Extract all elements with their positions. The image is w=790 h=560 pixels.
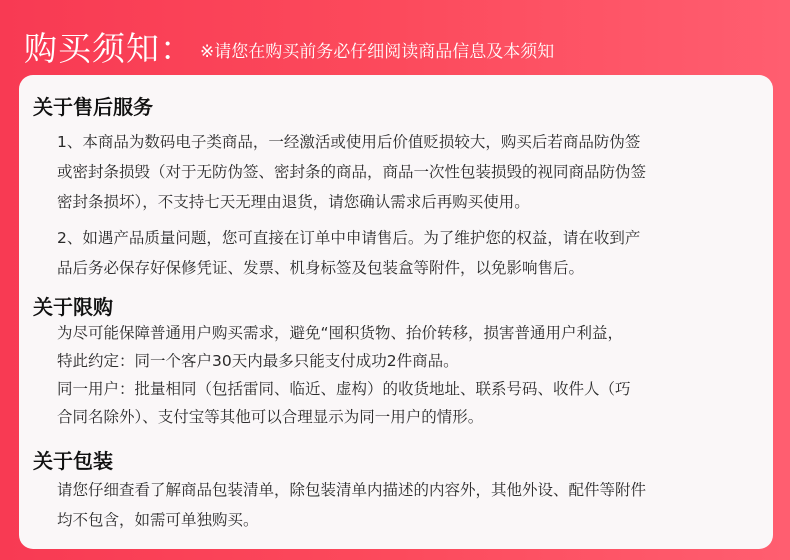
purchase-limit-paragraph (57, 319, 757, 431)
page-header (24, 22, 554, 70)
text-line: 品后务必保存好保修凭证、发票、机身标签及包装盒等附件，以免影响售后。 (57, 259, 585, 277)
section-title-packaging: 关于包装 (33, 449, 113, 473)
section-title-purchase-limit: 关于限购 (33, 295, 113, 319)
text-line: 密封条损坏），不支持七天无理由退货，请您确认需求后再购买使用。 (57, 193, 530, 211)
text-line: 同一用户：批量相同（包括雷同、临近、虚构）的收货地址、联系号码、收件人（巧 (57, 380, 631, 398)
page-title: 购买须知： (24, 28, 194, 68)
after-sales-paragraph-1 (57, 127, 757, 217)
page-notice: ※请您在购买前务必仔细阅读商品信息及本须知 (200, 41, 555, 62)
notice-card (19, 75, 773, 549)
after-sales-paragraph-2 (57, 223, 757, 283)
text-line: 2、如遇产品质量问题，您可直接在订单中申请售后。为了维护您的权益，请在收到产 (57, 229, 641, 247)
text-line: 合同名除外）、支付宝等其他可以合理显示为同一用户的情形。 (57, 408, 484, 426)
text-line: 请您仔细查看了解商品包装清单，除包装清单内描述的内容外，其他外设、配件等附件 (57, 481, 647, 499)
text-line: 特此约定：同一个客户30天内最多只能支付成功2件商品。 (57, 352, 459, 370)
text-line: 或密封条损毁（对于无防伪签、密封条的商品，商品一次性包装损毁的视同商品防伪签 (57, 163, 647, 181)
text-line: 为尽可能保障普通用户购买需求，避免“囤积货物、抬价转移，损害普通用户利益， (57, 324, 624, 342)
section-title-after-sales: 关于售后服务 (33, 95, 153, 119)
text-line: 均不包含，如需可单独购买。 (57, 511, 259, 529)
text-line: 1、本商品为数码电子类商品，一经激活或使用后价值贬损较大，购买后若商品防伪签 (57, 133, 641, 151)
packaging-paragraph (57, 475, 757, 535)
